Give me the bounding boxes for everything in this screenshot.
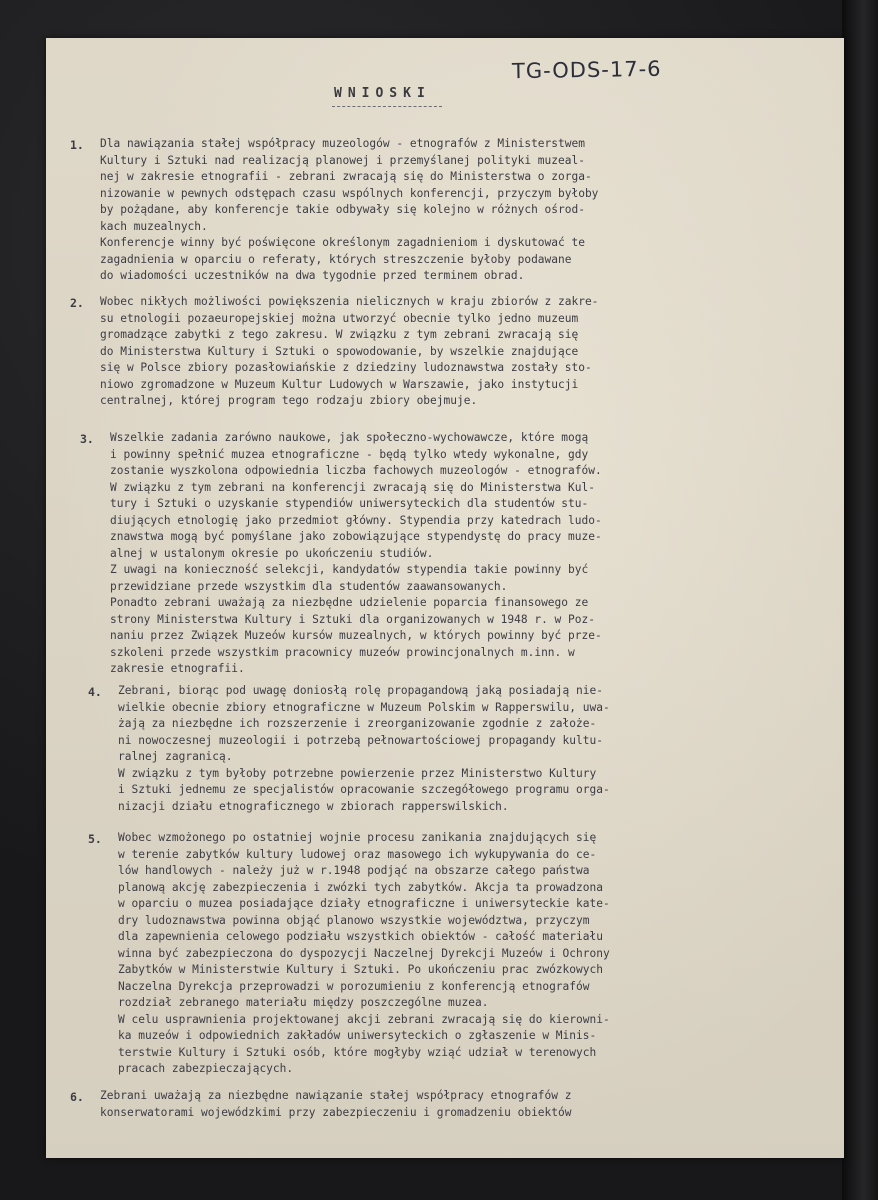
text-line: gromadzące zabytki z tego zakresu. W związku z tym zebrani zwracają się [100,328,579,341]
paragraph-number: 4. [88,685,102,699]
text-line: Konferencje winny być poświęcone określonym zagadnieniom i dyskutować te [100,236,585,249]
text-line: znawstwa mogą być pomyślane jako zobowiązujące stypendystę do pracy muze- [110,530,602,543]
text-line: Z uwagi na konieczność selekcji, kandydatów stypendia takie powinny być [110,563,589,576]
paragraph-3 [110,430,838,678]
paragraph-1 [100,136,828,285]
text-line: planową akcję zabezpieczenia i zwózki tych zabytków. Akcja ta prowadzona [118,880,603,894]
text-line: zagadnienia w oparciu o referaty, których streszczenie byłoby podawane [100,252,572,266]
text-line: Wszelkie zadania zarówno naukowe, jak społeczno-wychowawcze, które mogą [110,431,589,444]
text-line: alnej w ustalonym okresie po ukończeniu studiów. [110,546,434,560]
text-line: do wiadomości uczestników na dwa tygodnie przed terminem obrad. [100,269,525,282]
text-line: diujących etnologię jako przedmiot główny. Stypendia przy katedrach ludo- [110,513,602,527]
paragraph-number: 6. [70,1090,84,1104]
document-page [46,38,844,1158]
paragraph-4 [118,683,844,815]
text-line: W związku z tym zebrani na konferencji zwracają się do Ministerstwa Kul- [110,480,595,494]
text-line: dry ludoznawstwa powinna objąć planowo wszystkie województwa, przyczym [118,913,590,927]
paragraph-5 [118,830,844,1078]
text-line: tury i Sztuki o uzyskanie stypendiów uniwersyteckich dla studentów stu- [110,497,589,510]
text-line: i powinny spełnić muzea etnograficzne - będą tylko wtedy wykonalne, gdy [110,447,589,461]
text-line: centralnej, której program tego rodzaju zbiory obejmuje. [100,394,478,407]
text-line: W związku z tym byłoby potrzebne powierzenie przez Ministerstwo Kultury [118,766,597,780]
text-line: żają za niezbędne ich rozszerzenie i zreorganizowanie zgodnie z założe- [118,717,597,730]
document-title: WNIOSKI [334,86,431,101]
paragraph-number: 5. [88,832,102,846]
text-line: Zebrani uważają za niezbędne nawiązanie stałej współpracy etnografów z [100,1089,572,1102]
text-line: lów handlowych - należy już w r.1948 podjąć na obszarze całego państwa [118,864,590,877]
text-line: ni nowoczesnej muzeologii i potrzebą pełnowartościowej propagandy kultu- [118,733,603,747]
text-line: rozdział zebranego materiału między poszczególne muzea. [118,996,489,1009]
text-line: terstwie Kultury i Sztuki osób, które mogłyby wziąć udział w terenowych [118,1045,597,1059]
text-line: Naczelna Dyrekcja przeprowadzi w porozumieniu z konferencją etnografów [118,979,590,993]
text-line: by pożądane, aby konferencje takie odbywały się kolejno w różnych ośrod- [100,203,585,216]
text-line: naniu przez Związek Muzeów kursów muzealnych, w których powinny być prze- [110,629,602,642]
text-line: niowo zgromadzone w Muzeum Kultur Ludowych w Warszawie, jako instytucji [100,377,579,391]
text-line: zostanie wyszkolona odpowiednia liczba fachowych muzeologów - etnografów. [110,464,602,477]
text-line: dla zapewnienia celowego podziału wszystkich obiektów - całość materiału [118,930,603,943]
text-line: Kultury i Sztuki nad realizacją planowej i przemyślanej polityki muzeal- [100,153,585,167]
paragraph-6 [100,1088,828,1121]
text-line: się w Polsce zbiory pozasłowiańskie z dziedziny ludoznawstwa zostały sto- [100,361,592,374]
text-line: ralnej zagranicą. [118,750,233,763]
text-line: zakresie etnografii. [110,662,245,675]
text-line: wielkie obecnie zbiory etnograficzne w Muzeum Polskim w Rapperswilu, uwa- [118,700,610,714]
text-line: Wobec wzmożonego po ostatniej wojnie procesu zanikania znajdujących się [118,831,597,844]
text-line: konserwatorami wojewódzkimi przy zabezpieczeniu i gromadzeniu obiektów [100,1105,572,1119]
paragraph-number: 3. [80,432,94,446]
binder-spine [842,0,878,1200]
text-line: nizacji działu etnograficznego w zbiorach rapperswilskich. [118,799,509,813]
title-underline [332,106,442,107]
text-line: winna być zabezpieczona do dyspozycji Naczelnej Dyrekcji Muzeów i Ochrony [118,946,610,960]
text-line: pracach zabezpieczających. [118,1062,294,1075]
text-line: W celu usprawnienia projektowanej akcji zebrani zwracają się do kierowni- [118,1012,610,1026]
paragraph-2 [100,294,828,410]
text-line: su etnologii pozaeuropejskiej można utworzyć obecnie tylko jedno muzeum [100,311,579,325]
text-line: nej w zakresie etnografii - zebrani zwracają się do Ministerstwa o zorga- [100,170,592,183]
text-line: Zebrani, biorąc pod uwagę doniosłą rolę propagandową jaką posiadają nie- [118,684,603,697]
text-line: nizowanie w pewnych odstępach czasu wspólnych konferencji, przyczym byłoby [100,186,599,200]
archive-reference: TG-ODS-17-6 [511,56,662,84]
text-line: Dla nawiązania stałej współpracy muzeologów - etnografów z Ministerstwem [100,137,585,150]
text-line: w terenie zabytków kultury ludowej oraz masowego ich wykupywania do ce- [118,847,597,861]
text-line: ka muzeów i odpowiednich zakładów uniwersyteckich o zgłaszenie w Minis- [118,1029,597,1042]
paragraph-number: 1. [70,138,84,152]
text-line: strony Ministerstwa Kultury i Sztuki dla organizowanych w 1948 r. w Poz- [110,612,595,626]
text-line: Ponadto zebrani uważają za niezbędne udzielenie poparcia finansowego ze [110,596,589,609]
text-line: kach muzealnych. [100,219,208,233]
text-line: w oparciu o muzea posiadające działy etnograficzne i uniwersyteckie kate- [118,897,610,910]
text-line: przewidziane przede wszystkim dla studentów zaawansowanych. [110,579,508,593]
text-line: Wobec nikłych możliwości powiększenia nielicznych w kraju zbiorów z zakre- [100,295,599,308]
text-line: i Sztuki jednemu ze specjalistów opracowanie szczegółowego programu orga- [118,783,610,796]
text-line: szkoleni przede wszystkim pracownicy muzeów prowincjonalnych m.inn. w [110,645,575,659]
paragraph-number: 2. [70,296,84,310]
text-line: Zabytków w Ministerstwie Kultury i Sztuki. Po ukończeniu prac zwózkowych [118,963,603,976]
text-line: do Ministerstwa Kultury i Sztuki o spowodowanie, by wszelkie znajdujące [100,344,579,358]
